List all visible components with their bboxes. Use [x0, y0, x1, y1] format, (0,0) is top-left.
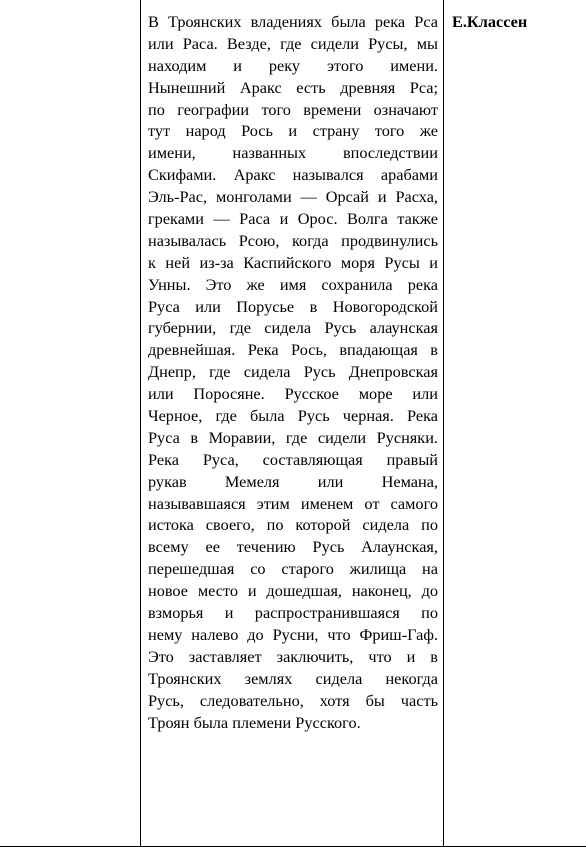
text-line: губернии, где сидела Русь алаунская: [148, 318, 438, 338]
text-line: или Поросяне. Русское море или: [148, 384, 438, 404]
text-line: истока своего, по которой сидела по: [148, 515, 438, 535]
text-line: нему налево до Русни, что Фриш-Гаф.: [148, 624, 438, 644]
empty-left-cell: [0, 0, 141, 847]
text-line: имени, названных впоследствии: [148, 143, 438, 163]
text-line: Черное, где была Русь черная. Река: [148, 406, 438, 426]
text-line: Троянских землях сидела некогда: [148, 668, 438, 688]
text-line: древнейшая. Река Рось, впадающая в: [148, 340, 438, 360]
text-line: к ней из-за Каспийского моря Русы и: [148, 252, 438, 272]
text-line: Скифами. Аракс назывался арабами: [148, 165, 438, 185]
text-line: называлась Рсою, когда продвинулись: [148, 230, 438, 250]
column-divider-left: [140, 0, 141, 847]
text-line: Унны. Это же имя сохранила река: [148, 274, 438, 294]
text-line: взморья и распространившаяся по: [148, 603, 438, 623]
text-line: перешедшая со старого жилища на: [148, 559, 438, 579]
text-line: Русь, следовательно, хотя бы часть: [148, 690, 438, 710]
text-line: рукав Мемеля или Немана,: [148, 471, 438, 491]
author-name: Е.Классен: [452, 12, 528, 31]
text-line: Руса в Моравии, где сидели Русняки.: [148, 427, 438, 447]
column-divider-right: [443, 0, 444, 847]
text-line: новое место и дошедшая, наконец, до: [148, 581, 438, 601]
text-line: Река Руса, составляющая правый: [148, 449, 438, 469]
text-line: Нынешний Аракс есть древняя Рса;: [148, 77, 438, 97]
text-line: Руса или Порусье в Новогородской: [148, 296, 438, 316]
text-line: находим и реку этого имени.: [148, 55, 438, 75]
text-line: тут народ Рось и страну того же: [148, 121, 438, 141]
text-line: всему ее течению Русь Алаунская,: [148, 537, 438, 557]
quote-text-cell: [141, 0, 444, 847]
text-line-last: Троян была племени Русского.: [148, 712, 361, 732]
text-line: называвшаяся этим именем от самого: [148, 493, 438, 513]
text-line: Днепр, где сидела Русь Днепровская: [148, 362, 438, 382]
text-line: В Троянских владениях была река Рса: [148, 12, 438, 31]
text-line: по географии того времени означают: [148, 99, 438, 119]
text-line: Это заставляет заключить, что и в: [148, 646, 438, 666]
text-line: греками — Раса и Орос. Волга также: [148, 209, 438, 229]
text-line: Эль-Рас, монголами — Орсай и Расха,: [148, 187, 438, 207]
author-cell: [444, 0, 586, 847]
text-line: или Раса. Везде, где сидели Русы, мы: [148, 33, 438, 53]
